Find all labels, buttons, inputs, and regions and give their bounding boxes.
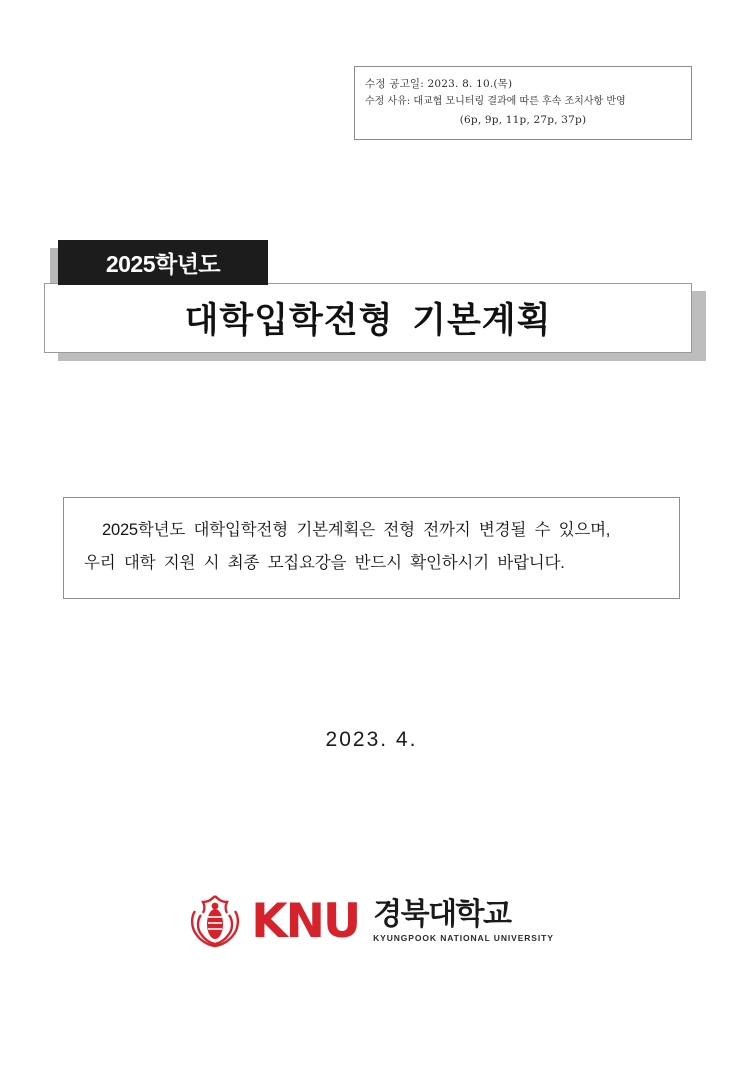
logo-knu-letters: KNU: [251, 893, 360, 949]
year-tab-label: 2025학년도: [105, 251, 221, 277]
page-title: 대학입학전형 기본계획: [184, 301, 552, 340]
revision-date-line: 수정 공고일: 2023. 8. 10.(목): [365, 78, 513, 90]
knu-emblem-icon: [189, 893, 241, 949]
revision-notice-box: [354, 66, 692, 140]
notice-line-2: 우리 대학 지원 시 최종 모집요강을 반드시 확인하시기 바랍니다.: [84, 554, 565, 572]
revision-pages-line: (6p, 9p, 11p, 27p, 37p): [459, 114, 587, 126]
notice-box: [63, 497, 680, 599]
revision-reason-line: 수정 사유: 대교협 모니터링 결과에 따른 후속 조치사항 반영: [365, 96, 626, 107]
year-tab: [58, 240, 268, 285]
main-title-box: [44, 283, 692, 353]
logo-english-name: KYUNGPOOK NATIONAL UNIVERSITY: [373, 933, 554, 944]
logo-korean-name: 경북대학교: [373, 897, 511, 931]
document-date: 2023. 4.: [325, 728, 418, 751]
university-logo: [0, 893, 743, 949]
notice-line-1: 2025학년도 대학입학전형 기본계획은 전형 전까지 변경될 수 있으며,: [102, 521, 611, 539]
document-title-block: [44, 240, 704, 360]
